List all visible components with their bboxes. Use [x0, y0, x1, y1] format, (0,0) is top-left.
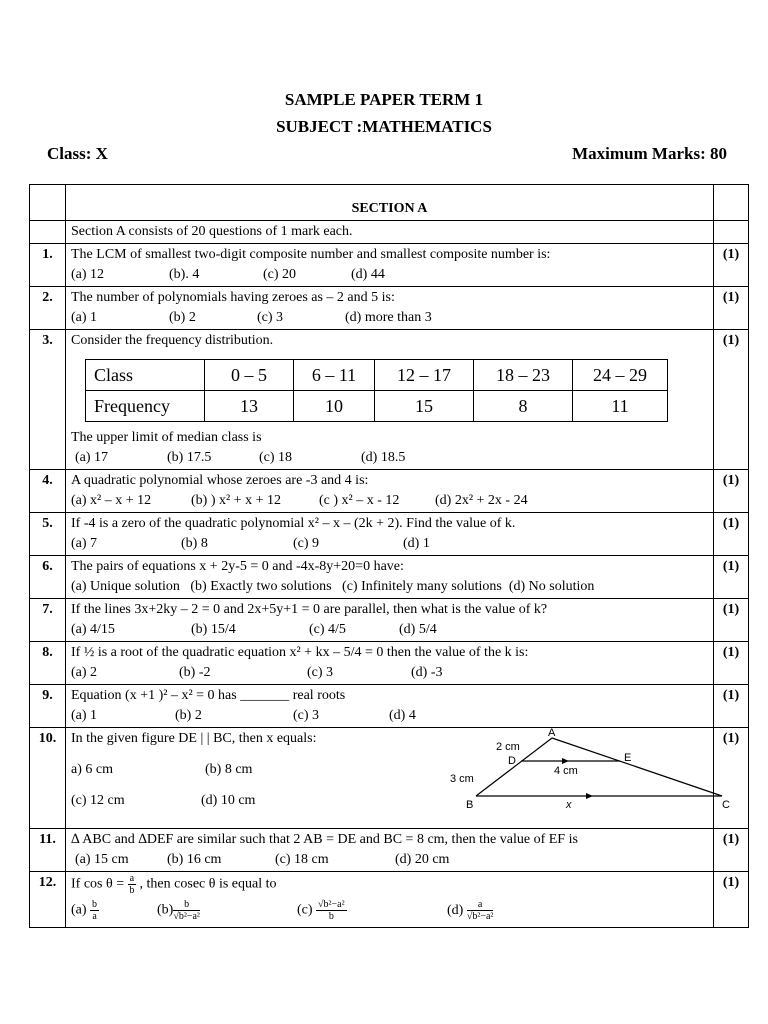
- option: (c) 3: [257, 310, 284, 325]
- option: (b) 15/4: [191, 622, 236, 637]
- question-row: [30, 599, 749, 642]
- question-row: [30, 872, 749, 928]
- question-text: The number of polynomials having zeroes as – 2 and 5 is:: [71, 290, 395, 305]
- option: (b) $\frac{b}{\text{√b²−a²}}$: [157, 899, 200, 922]
- question-number: 8.: [30, 642, 66, 685]
- question-marks: (1): [714, 728, 749, 829]
- question-row: [30, 642, 749, 685]
- question-marks: (1): [714, 330, 749, 470]
- triangle-figure: [436, 728, 736, 812]
- option: (c) Infinitely many solutions: [342, 579, 502, 594]
- option: (c) 12 cm: [71, 793, 125, 808]
- question-number: 4.: [30, 470, 66, 513]
- question-marks: (1): [714, 829, 749, 872]
- question-marks: (1): [714, 642, 749, 685]
- freq-value: 8: [474, 391, 573, 422]
- label-c: C: [722, 799, 730, 811]
- question-row: [30, 330, 749, 470]
- section-title: SECTION A: [66, 185, 714, 221]
- option: (d) more than 3: [345, 310, 432, 325]
- option: (b) 2: [175, 708, 202, 723]
- question-marks: (1): [714, 685, 749, 728]
- option: (a) 17: [75, 450, 109, 465]
- option: (b). 4: [169, 267, 200, 282]
- fraction-a-over-b: $\frac{a}{b}$: [129, 873, 135, 896]
- option: (d) -3: [411, 665, 443, 680]
- option: (d) 4: [389, 708, 416, 723]
- max-marks: Maximum Marks: 80: [572, 144, 727, 163]
- option: (a) 1: [71, 708, 98, 723]
- label-e: E: [624, 752, 632, 764]
- option: (b) 16 cm: [167, 852, 222, 867]
- option: (c) 3: [307, 665, 334, 680]
- option: (c) 18: [259, 450, 293, 465]
- option: (a) 1: [71, 310, 98, 325]
- question-number: 5.: [30, 513, 66, 556]
- question-row: [30, 685, 749, 728]
- option: (d) 18.5: [361, 450, 406, 465]
- question-text: The pairs of equations x + 2y-5 = 0 and -4x-8y+20=0 have:: [71, 559, 404, 574]
- question-row: [30, 244, 749, 287]
- label-de: 4 cm: [554, 765, 578, 777]
- question-number: 9.: [30, 685, 66, 728]
- section-note: Section A consists of 20 questions of 1 mark each.: [66, 221, 714, 244]
- question-row: [30, 728, 749, 829]
- question-number: 10.: [30, 728, 66, 829]
- option: (c) 18 cm: [275, 852, 329, 867]
- freq-class: 12 – 17: [375, 360, 474, 391]
- option: (d) 1: [403, 536, 430, 551]
- question-text: If -4 is a zero of the quadratic polynomial x² – x – (2k + 2). Find the value of k.: [71, 516, 516, 531]
- question-table: [29, 184, 749, 928]
- question-number: 2.: [30, 287, 66, 330]
- question-text: ∆ ABC and ∆DEF are similar such that 2 AB = DE and BC = 8 cm, then the value of EF is: [71, 832, 578, 847]
- question-text: Equation (x +1 )² – x² = 0 has _______ real roots: [71, 688, 346, 703]
- question-number: 12.: [30, 872, 66, 928]
- option: (a) x² – x + 12: [71, 493, 152, 508]
- option: (a) 15 cm: [75, 852, 129, 867]
- label-b: B: [466, 799, 474, 811]
- freq-value: 10: [294, 391, 375, 422]
- option: (c) $\frac{\text{√b²−a²}}{b}$: [297, 899, 345, 922]
- option: (a) 4/15: [71, 622, 115, 637]
- freq-class: 18 – 23: [474, 360, 573, 391]
- option: (d) 44: [351, 267, 385, 282]
- frequency-table: [85, 359, 668, 422]
- label-d: D: [508, 755, 516, 767]
- question-text: Consider the frequency distribution.: [71, 333, 274, 348]
- option: (b) 17.5: [167, 450, 212, 465]
- label-db: 3 cm: [450, 773, 474, 785]
- question-marks: (1): [714, 513, 749, 556]
- option: (b) 2: [169, 310, 196, 325]
- option: (a) 12: [71, 267, 105, 282]
- option: (d) 20 cm: [395, 852, 450, 867]
- question-number: 7.: [30, 599, 66, 642]
- option: (a) Unique solution: [71, 579, 180, 594]
- class-label: Class: X: [47, 144, 108, 163]
- question-text: If the lines 3x+2ky – 2 = 0 and 2x+5y+1 = 0 are parallel, then what is the value of k?: [71, 602, 548, 617]
- option: (a) $\frac{b}{a}$: [71, 899, 98, 922]
- option: (b) 8: [181, 536, 208, 551]
- option: (a) 7: [71, 536, 98, 551]
- freq-class: 0 – 5: [205, 360, 294, 391]
- question-number: 3.: [30, 330, 66, 470]
- question-marks: (1): [714, 599, 749, 642]
- question-row: [30, 470, 749, 513]
- option: (d) 10 cm: [201, 793, 256, 808]
- question-text: If cos θ = $\frac{a}{b}$ , then cosec θ is equal to: [71, 873, 277, 896]
- question-marks: (1): [714, 470, 749, 513]
- arrow-bc: [586, 793, 593, 799]
- question-marks: (1): [714, 872, 749, 928]
- label-bc: x: [566, 799, 572, 811]
- option: (b) 8 cm: [205, 762, 253, 777]
- question-row: [30, 513, 749, 556]
- option: (b) ) x² + x + 12: [191, 493, 281, 508]
- option: (d) No solution: [508, 579, 595, 594]
- option: (b) Exactly two solutions: [190, 579, 332, 594]
- question-number: 1.: [30, 244, 66, 287]
- label-ad: 2 cm: [496, 741, 520, 753]
- question-text: A quadratic polynomial whose zeroes are -3 and 4 is:: [71, 473, 369, 488]
- freq-row-label: Class: [86, 360, 205, 391]
- question-text: In the given figure DE | | BC, then x equals:: [71, 731, 317, 746]
- option: (c) 20: [263, 267, 297, 282]
- freq-class: 6 – 11: [294, 360, 375, 391]
- freq-row-label: Frequency: [86, 391, 205, 422]
- option: (d) $\frac{a}{\text{√b²−a²}}$: [447, 899, 494, 922]
- question-number: 11.: [30, 829, 66, 872]
- option: (d) 5/4: [399, 622, 437, 637]
- arrow-de: [562, 758, 569, 764]
- option: (c ) x² – x - 12: [319, 493, 400, 508]
- option: (a) 2: [71, 665, 98, 680]
- option: (c) 4/5: [309, 622, 346, 637]
- option: a) 6 cm: [71, 762, 113, 777]
- question-marks: (1): [714, 556, 749, 599]
- option: (d) 2x² + 2x - 24: [435, 493, 528, 508]
- question-text: If ½ is a root of the quadratic equation x² + kx – 5/4 = 0 then the value of the k is:: [71, 645, 529, 660]
- freq-value: 11: [573, 391, 668, 422]
- freq-value: 15: [375, 391, 474, 422]
- question-text: The LCM of smallest two-digit composite number and smallest composite number is:: [71, 247, 551, 262]
- question-row: [30, 556, 749, 599]
- option: (c) 3: [293, 708, 320, 723]
- question-row: [30, 829, 749, 872]
- question-row: [30, 287, 749, 330]
- option: (c) 9: [293, 536, 320, 551]
- option: (b) -2: [179, 665, 211, 680]
- question-number: 6.: [30, 556, 66, 599]
- section-header-row: [30, 185, 749, 221]
- label-a: A: [548, 728, 556, 739]
- question-marks: (1): [714, 287, 749, 330]
- question-marks: (1): [714, 244, 749, 287]
- paper-title: SAMPLE PAPER TERM 1: [284, 90, 484, 109]
- freq-value: 13: [205, 391, 294, 422]
- subject-title: SUBJECT :MATHEMATICS: [276, 117, 492, 136]
- question-text: The upper limit of median class is: [71, 430, 262, 445]
- freq-class: 24 – 29: [573, 360, 668, 391]
